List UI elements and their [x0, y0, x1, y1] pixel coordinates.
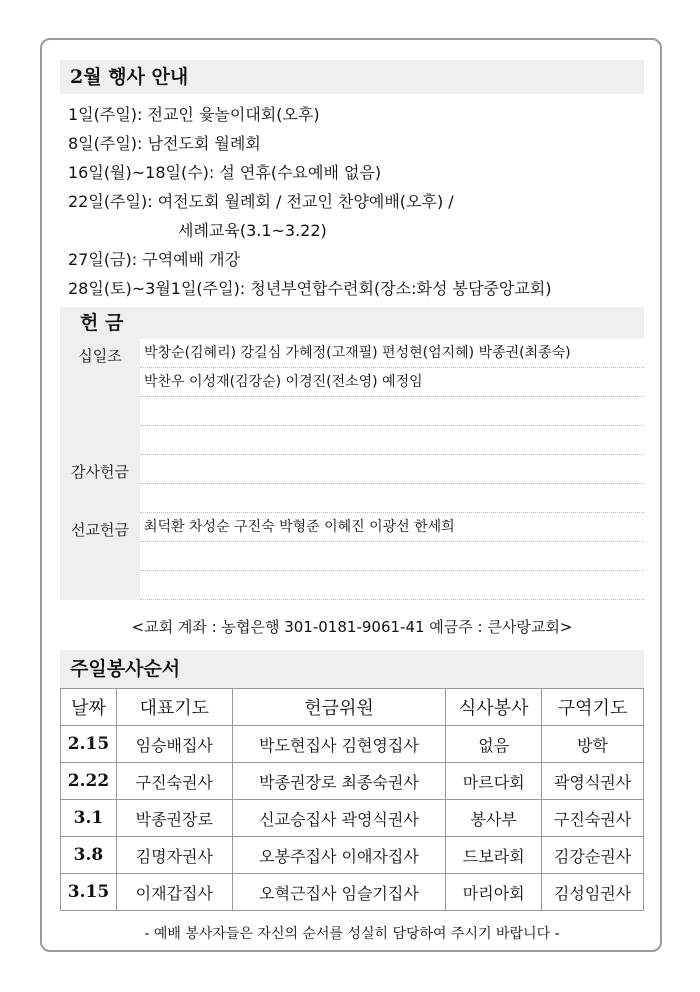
meal-service-cell: 마르다회	[446, 763, 542, 800]
prayer-cell: 김명자권사	[116, 837, 232, 874]
tithe-row	[140, 397, 644, 426]
events-list	[60, 100, 644, 303]
meal-service-cell: 봉사부	[446, 800, 542, 837]
prayer-cell: 이재갑집사	[116, 874, 232, 911]
bulletin-content	[60, 60, 644, 943]
prayer-cell: 박종권장로	[116, 800, 232, 837]
date-cell: 3.15	[61, 874, 117, 911]
event-item: 16일(월)~18일(수): 설 연휴(수요예배 없음)	[68, 163, 382, 182]
mission-label: 선교헌금	[60, 513, 140, 600]
service-table	[60, 688, 644, 911]
column-header: 날짜	[61, 689, 117, 726]
offering-committee-cell: 박도현집사 김현영집사	[232, 726, 446, 763]
date-cell: 3.1	[61, 800, 117, 837]
date-cell: 2.22	[61, 763, 117, 800]
thanks-row	[140, 455, 644, 484]
table-row	[61, 726, 644, 763]
event-item-continuation: 세례교육(3.1~3.22)	[178, 221, 327, 240]
tithe-group	[60, 339, 644, 455]
tithe-label: 십일조	[60, 339, 140, 455]
date-cell: 3.8	[61, 837, 117, 874]
thanks-group	[60, 455, 644, 513]
district-prayer-cell: 김성임권사	[542, 874, 644, 911]
bank-account: <교회 계좌 : 농협은행 301-0181-9061-41 예금주 : 큰사랑교회>	[131, 618, 573, 636]
column-header: 대표기도	[116, 689, 232, 726]
table-row	[61, 837, 644, 874]
event-item: 28일(토)~3월1일(주일): 청년부연합수련회(장소:화성 봉담중앙교회)	[68, 279, 552, 298]
offering-committee-cell: 오혁근집사 임슬기집사	[232, 874, 446, 911]
thanks-label: 감사헌금	[60, 455, 140, 513]
mission-row	[140, 542, 644, 571]
mission-group	[60, 513, 644, 600]
tithe-row: 박찬우 이성재(김강순) 이경진(전소영) 예정임	[140, 368, 644, 397]
column-header: 식사봉사	[446, 689, 542, 726]
district-prayer-cell: 김강순권사	[542, 837, 644, 874]
prayer-cell: 구진숙권사	[116, 763, 232, 800]
events-title: 2월 행사 안내	[60, 60, 644, 94]
column-header: 구역기도	[542, 689, 644, 726]
event-item: 27일(금): 구역예배 개강	[68, 250, 241, 269]
district-prayer-cell: 방학	[542, 726, 644, 763]
meal-service-cell: 드보라회	[446, 837, 542, 874]
table-row	[61, 874, 644, 911]
offering-committee-cell: 오봉주집사 이애자집사	[232, 837, 446, 874]
date-cell: 2.15	[61, 726, 117, 763]
table-row	[61, 800, 644, 837]
mission-row: 최덕환 차성순 구진숙 박형준 이혜진 이광선 한세희	[140, 513, 644, 542]
event-item: 8일(주일): 남전도회 월례회	[68, 134, 261, 153]
prayer-cell: 임승배집사	[116, 726, 232, 763]
meal-service-cell: 마리아회	[446, 874, 542, 911]
district-prayer-cell: 곽영식권사	[542, 763, 644, 800]
service-title: 주일봉사순서	[60, 650, 644, 688]
offering-title: 헌 금	[60, 307, 644, 339]
tithe-row	[140, 426, 644, 455]
service-note: - 예배 봉사자들은 자신의 순서를 성실히 담당하여 주시기 바랍니다 -	[144, 926, 560, 942]
tithe-row: 박창순(김혜리) 강길심 가혜정(고재필) 편성현(엄지혜) 박종권(최종숙)	[140, 339, 644, 368]
district-prayer-cell: 구진숙권사	[542, 800, 644, 837]
column-header: 헌금위원	[232, 689, 446, 726]
thanks-row	[140, 484, 644, 513]
table-header-row	[61, 689, 644, 726]
event-item: 1일(주일): 전교인 윷놀이대회(오후)	[68, 105, 320, 124]
event-item: 22일(주일): 여전도회 월례회 / 전교인 찬양예배(오후) /	[68, 192, 454, 211]
meal-service-cell: 없음	[446, 726, 542, 763]
offering-committee-cell: 박종권장로 최종숙권사	[232, 763, 446, 800]
mission-row	[140, 571, 644, 600]
offering-committee-cell: 신교승집사 곽영식권사	[232, 800, 446, 837]
table-row	[61, 763, 644, 800]
